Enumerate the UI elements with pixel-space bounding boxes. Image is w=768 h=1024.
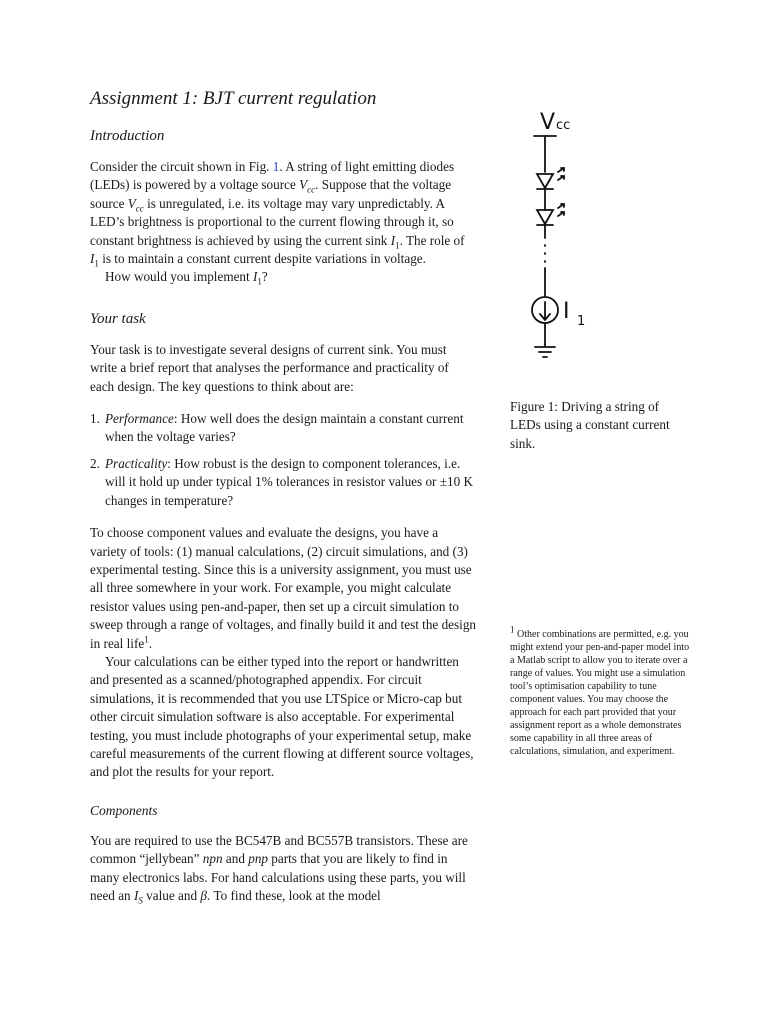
intro-paragraph: Consider the circuit shown in Fig. 1. A string of light emitting diodes (LEDs) is powered by a voltage source $V_{cc}$. Suppose that the voltage source $V_{cc}$ is unregulated, i.e. its voltage may vary unpredictably. A LED’s brightness is proportional to the current flowing through it, so constant brightness is achieved by using the current sink $I_1$. The role of $I_1$ is to maintain a constant current despite variations in voltage. <box>90 159 465 269</box>
figure-ref-link[interactable]: 1 <box>272 159 280 174</box>
footnote-mark: 1 <box>510 624 515 635</box>
led-circuit-figure <box>510 100 610 370</box>
calculations-paragraph: Your calculations can be either typed into the report or handwritten and presented as a scanned/photographed appendix. For circuit simulations, it is recommended that you use LTSpice or Micro-cap but other circuit simulation software is also acceptable. For experimental testing, you must include photographs of your experimental setup, make careful measurements of the current flowing at different source voltages, and plot the results for your report. <box>90 653 474 780</box>
list-item: 1. Performance: How well does the design maintain a constant current when the voltage varies? <box>90 411 464 445</box>
vcc-label: V <box>540 110 556 135</box>
task-paragraph: Your task is to investigate several designs of current sink. You must write a brief report that analyses the performance and practicality of each design. The key questions to think about are: <box>90 341 449 394</box>
key-questions-list <box>90 410 476 510</box>
heading-components: Components <box>90 802 158 818</box>
components-paragraph: You are required to use the BC547B and BC557B transistors. These are common “jellybean” npn and pnp parts that you are likely to find in many electronics labs. For hand calculations using these parts, you will need an $I_S$ value and β. To find these, look at the model <box>90 832 468 906</box>
intro-question: How would you implement $I_1$? <box>105 269 268 288</box>
list-item: 2. Practicality: How robust is the design to component tolerances, i.e. will it hold up under typical 1% tolerances in resistor values or ±10 K changes in temperature? <box>90 455 473 508</box>
i1-label: I <box>563 299 570 324</box>
main-column <box>90 86 476 905</box>
footnote: $^1$ Other combinations are permitted, e.g. you might extend your pen-and-paper model into a Matlab script to allow you to iterate over a range of values. You might use a simulation tool’s optimisation capability to tune component values. You may choose the approach for each part provided that your assignment report as a whole demonstrates some capability in all three areas of calculations, simulation, and experiment. <box>510 624 690 757</box>
heading-introduction: Introduction <box>90 128 165 144</box>
figure-caption: Figure 1: Driving a string of LEDs using a constant current sink. <box>510 399 670 451</box>
i1-subscript: 1 <box>577 314 586 329</box>
vcc-subscript: cc <box>556 118 571 133</box>
page-title: Assignment 1: BJT current regulation <box>90 88 377 109</box>
footnote-marker[interactable]: 1 <box>144 634 149 645</box>
heading-your-task: Your task <box>90 310 146 327</box>
tools-paragraph: To choose component values and evaluate the designs, you have a variety of tools: (1) manual calculations, (2) circuit simulations, and (3) experimental testing. Since this is a university assignment, you must use all three somewhere in your work. For example, you might calculate resistor values using pen-and-paper, then set up a circuit simulation to sweep through a range of voltages, and finally build it and test the design in real life$^1$. <box>90 525 477 651</box>
